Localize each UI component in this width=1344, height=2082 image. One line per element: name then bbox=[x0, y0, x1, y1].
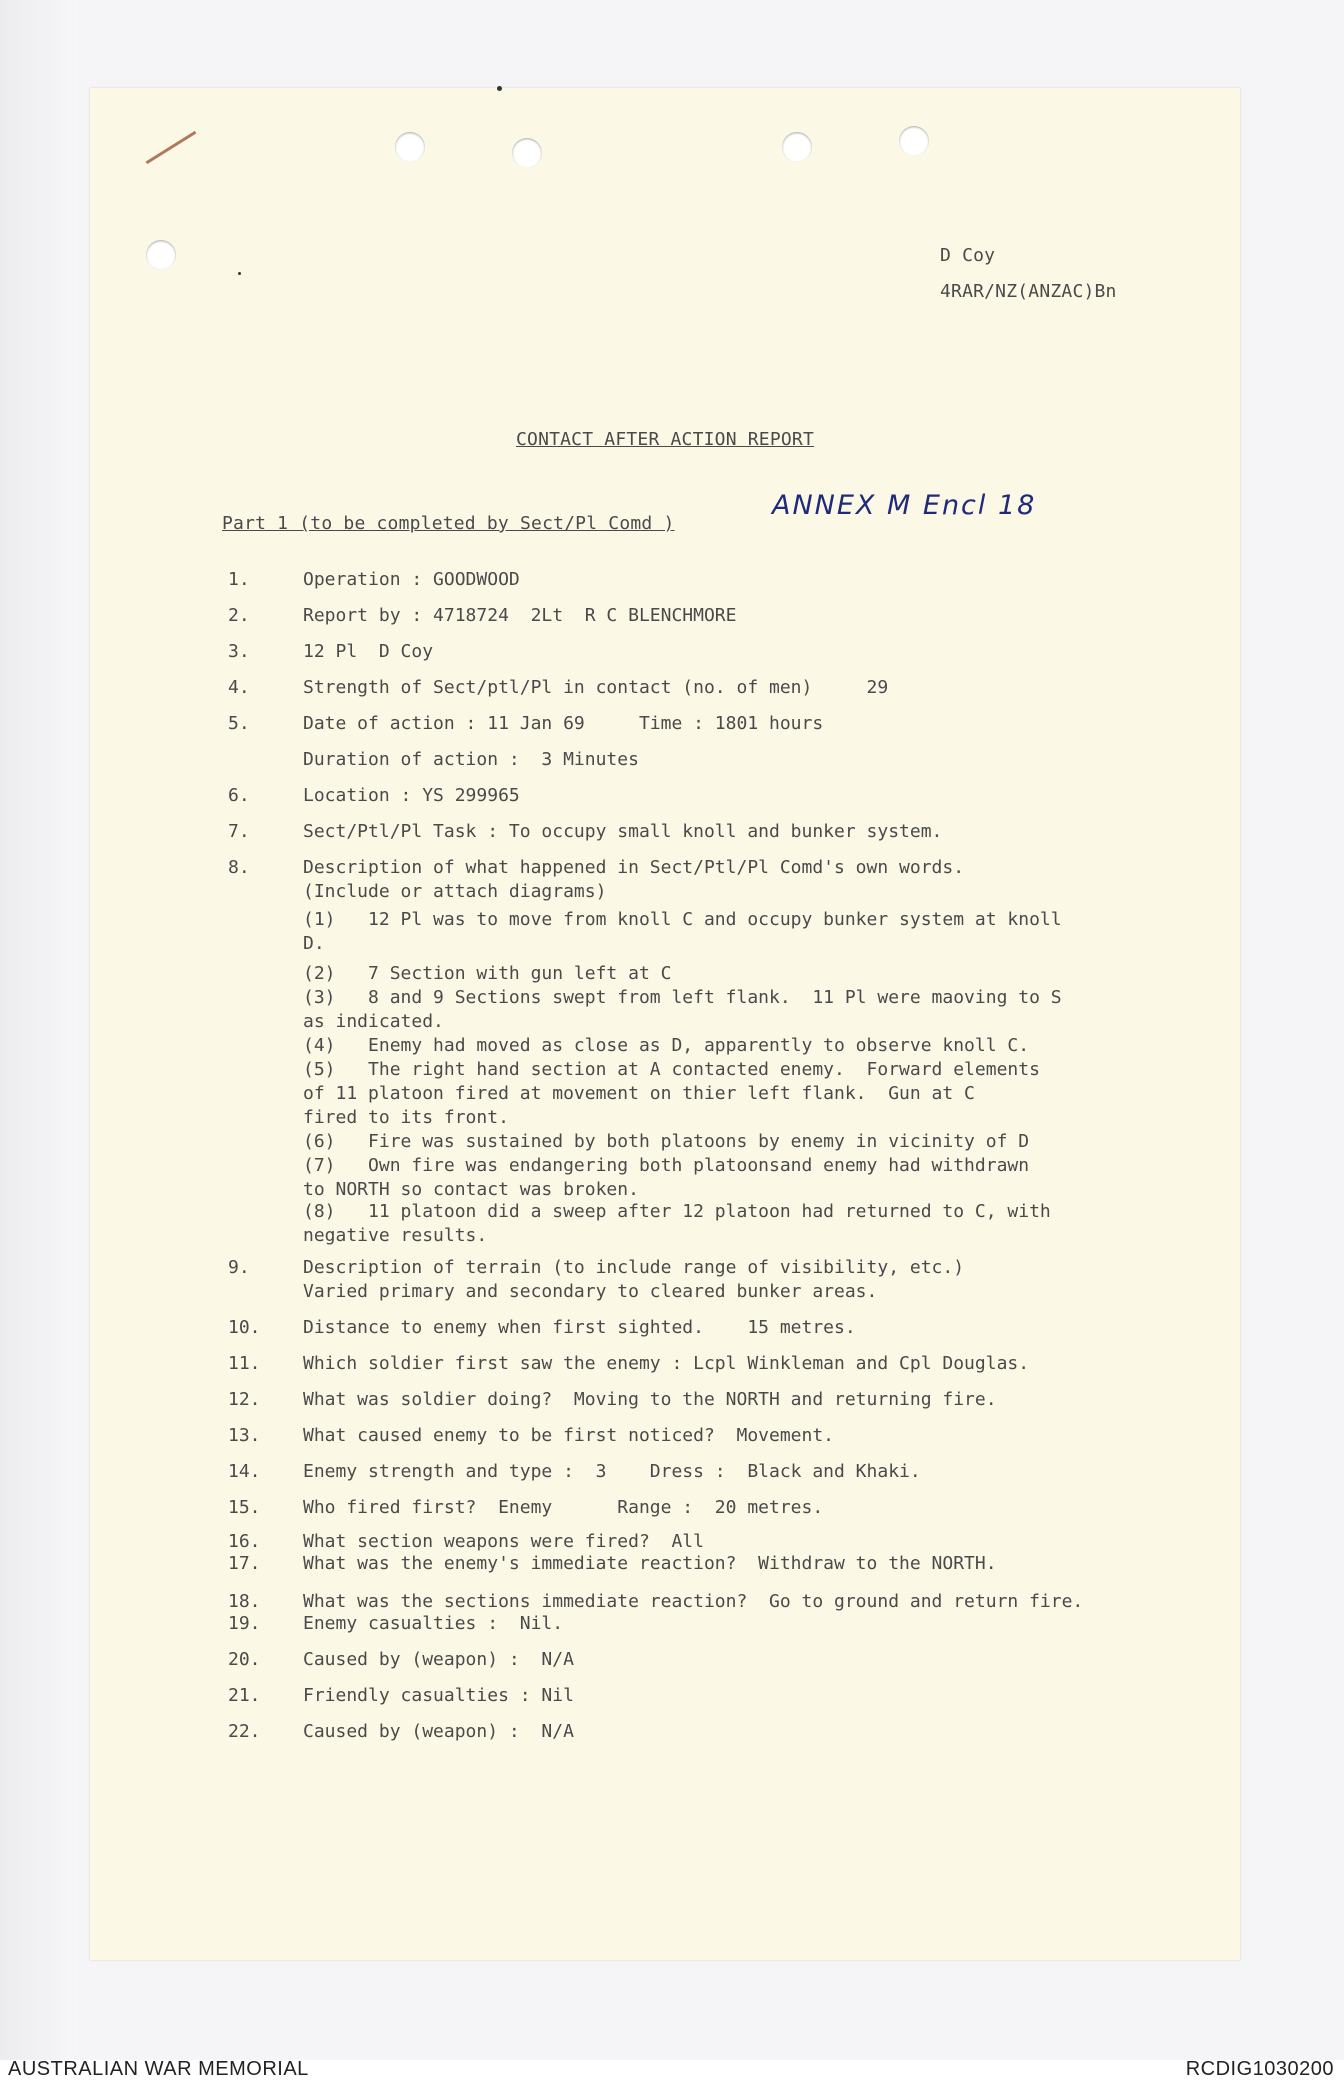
report-title: CONTACT AFTER ACTION REPORT bbox=[516, 429, 814, 450]
unit-line-1: D Coy bbox=[940, 245, 996, 266]
item-number: 21. bbox=[228, 1685, 261, 1706]
item-number: 8. bbox=[228, 857, 250, 878]
item-number: 9. bbox=[228, 1257, 250, 1278]
item-text: Who fired first? Enemy Range : 20 metres. bbox=[303, 1497, 824, 1518]
staple-dot bbox=[497, 86, 502, 91]
footer-archive: AUSTRALIAN WAR MEMORIAL bbox=[8, 2058, 309, 2080]
item-text: Duration of action : 3 Minutes bbox=[303, 749, 639, 770]
item-text: Description of what happened in Sect/Ptl/Pl Comd's own words. (Include or attach diagrams) bbox=[303, 857, 965, 902]
item-text: Strength of Sect/ptl/Pl in contact (no. of men) 29 bbox=[303, 677, 889, 698]
item-text: Which soldier first saw the enemy : Lcpl Winkleman and Cpl Douglas. bbox=[303, 1353, 1030, 1374]
item-text: Operation : GOODWOOD bbox=[303, 569, 520, 590]
item-text: What was soldier doing? Moving to the NORTH and returning fire. bbox=[303, 1389, 997, 1410]
item-number: 3. bbox=[228, 641, 250, 662]
item-number: 16. bbox=[228, 1531, 261, 1552]
punch-hole bbox=[512, 138, 542, 168]
item-text: What caused enemy to be first noticed? Movement. bbox=[303, 1425, 835, 1446]
item-number: 1. bbox=[228, 569, 250, 590]
item-number: 10. bbox=[228, 1317, 261, 1338]
item-number: 2. bbox=[228, 605, 250, 626]
item-text: Distance to enemy when first sighted. 15 metres. bbox=[303, 1317, 856, 1338]
item-number: 14. bbox=[228, 1461, 261, 1482]
item-text: Enemy strength and type : 3 Dress : Black and Khaki. bbox=[303, 1461, 921, 1482]
item-number: 7. bbox=[228, 821, 250, 842]
narrative-paragraph: (7) Own fire was endangering both platoonsand enemy had withdrawn to NORTH so contact was broken. bbox=[303, 1155, 1030, 1200]
item-text: Sect/Ptl/Pl Task : To occupy small knoll and bunker system. bbox=[303, 821, 943, 842]
item-number: 13. bbox=[228, 1425, 261, 1446]
item-text: What was the sections immediate reaction? Go to ground and return fire. bbox=[303, 1591, 1084, 1612]
item-number: 20. bbox=[228, 1649, 261, 1670]
narrative-paragraph: (8) 11 platoon did a sweep after 12 platoon had returned to C, with negative results. bbox=[303, 1201, 1051, 1246]
punch-hole bbox=[395, 132, 425, 162]
punch-hole bbox=[782, 132, 812, 162]
page-left-edge bbox=[0, 0, 78, 2060]
item-number: 22. bbox=[228, 1721, 261, 1742]
item-number: 11. bbox=[228, 1353, 261, 1374]
item-number: 18. bbox=[228, 1591, 261, 1612]
narrative-paragraph: (3) 8 and 9 Sections swept from left flank. 11 Pl were maoving to S as indicated. bbox=[303, 987, 1062, 1032]
narrative-paragraph: (2) 7 Section with gun left at C bbox=[303, 963, 672, 984]
narrative-paragraph: (5) The right hand section at A contacted enemy. Forward elements of 11 platoon fired at movement on thier left flank. Gun at C fired to its front. bbox=[303, 1059, 1040, 1128]
speck bbox=[238, 272, 241, 275]
item-text: Enemy casualties : Nil. bbox=[303, 1613, 564, 1634]
item-text: Date of action : 11 Jan 69 Time : 1801 hours bbox=[303, 713, 824, 734]
narrative-paragraph: (6) Fire was sustained by both platoons by enemy in vicinity of D bbox=[303, 1131, 1030, 1152]
item-text: What section weapons were fired? All bbox=[303, 1531, 704, 1552]
footer-id: RCDIG1030200 bbox=[1185, 2058, 1334, 2080]
item-text: Caused by (weapon) : N/A bbox=[303, 1649, 574, 1670]
unit-line-2: 4RAR/NZ(ANZAC)Bn bbox=[940, 281, 1117, 302]
item-number: 19. bbox=[228, 1613, 261, 1634]
narrative-paragraph: (4) Enemy had moved as close as D, apparently to observe knoll C. bbox=[303, 1035, 1030, 1056]
item-text: Caused by (weapon) : N/A bbox=[303, 1721, 574, 1742]
item-text: Report by : 4718724 2Lt R C BLENCHMORE bbox=[303, 605, 737, 626]
item-number: 5. bbox=[228, 713, 250, 734]
item-text: What was the enemy's immediate reaction? Withdraw to the NORTH. bbox=[303, 1553, 997, 1574]
item-text: Description of terrain (to include range of visibility, etc.) Varied primary and secondary to cleared bunker areas. bbox=[303, 1257, 965, 1302]
item-number: 4. bbox=[228, 677, 250, 698]
handwritten-annex: ANNEX M Encl 18 bbox=[772, 490, 1037, 521]
item-number: 6. bbox=[228, 785, 250, 806]
punch-hole bbox=[146, 240, 176, 270]
item-number: 15. bbox=[228, 1497, 261, 1518]
punch-hole bbox=[899, 126, 929, 156]
narrative-paragraph: (1) 12 Pl was to move from knoll C and occupy bunker system at knoll D. bbox=[303, 909, 1062, 954]
item-number: 12. bbox=[228, 1389, 261, 1410]
item-text: Friendly casualties : Nil bbox=[303, 1685, 574, 1706]
item-text: 12 Pl D Coy bbox=[303, 641, 434, 662]
part-heading: Part 1 (to be completed by Sect/Pl Comd ) bbox=[222, 513, 675, 534]
item-number: 17. bbox=[228, 1553, 261, 1574]
item-text: Location : YS 299965 bbox=[303, 785, 520, 806]
